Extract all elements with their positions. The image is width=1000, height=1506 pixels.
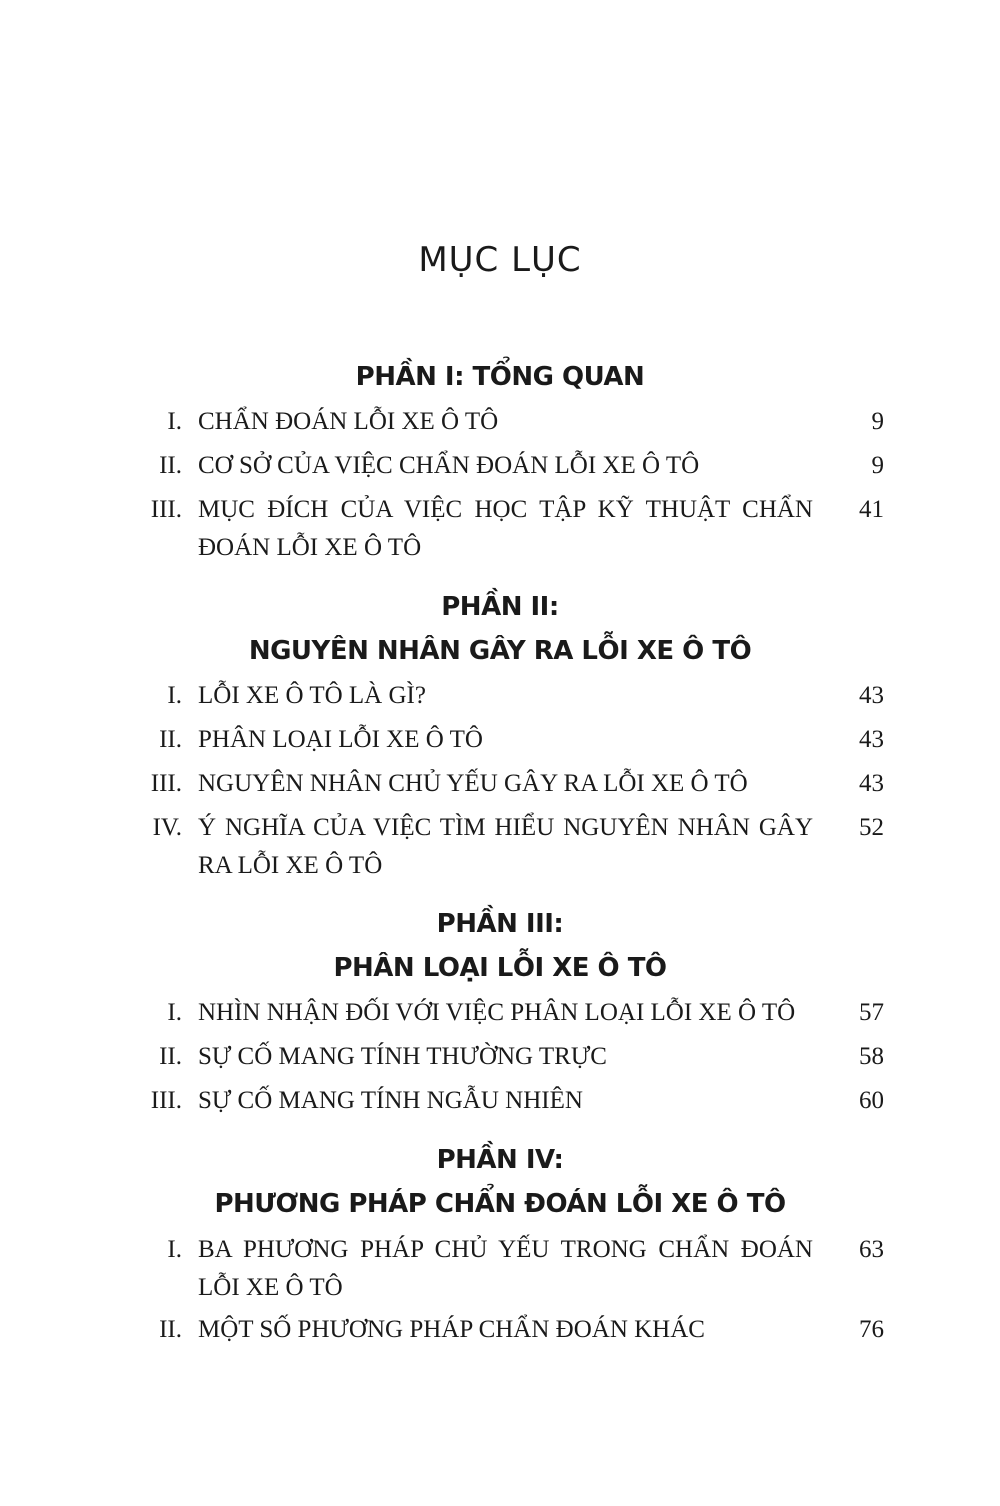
entry-title: MỘT SỐ PHƯƠNG PHÁP CHẨN ĐOÁN KHÁC bbox=[198, 1316, 705, 1343]
entry-title: MỤC ĐÍCH CỦA VIỆC HỌC TẬP KỸ THUẬT CHẨN ĐOÁN LỖI XE Ô TÔ bbox=[198, 496, 813, 561]
entry-number: II. bbox=[159, 452, 182, 479]
entry-title: NHÌN NHẬN ĐỐI VỚI VIỆC PHÂN LOẠI LỖI XE Ô TÔ bbox=[198, 999, 796, 1026]
entry-title: SỰ CỐ MANG TÍNH NGẪU NHIÊN bbox=[198, 1087, 583, 1114]
part-2-subtitle: NGUYÊN NHÂN GÂY RA LỖI XE Ô TÔ bbox=[248, 636, 752, 666]
entry-number: III. bbox=[150, 770, 182, 797]
entry-title: SỰ CỐ MANG TÍNH THƯỜNG TRỰC bbox=[198, 1043, 607, 1070]
page-title: MỤC LỤC bbox=[418, 240, 582, 280]
entry-page-number: 52 bbox=[859, 814, 884, 841]
entry-number: III. bbox=[150, 1087, 182, 1114]
entry-number: II. bbox=[159, 1316, 182, 1343]
part-2-heading: PHẦN II: bbox=[441, 592, 559, 622]
entry-page-number: 63 bbox=[859, 1236, 884, 1263]
entry-page-number: 58 bbox=[859, 1043, 884, 1070]
entry-number: I. bbox=[167, 682, 182, 709]
entry-page-number: 43 bbox=[859, 682, 884, 709]
part-3-subtitle: PHÂN LOẠI LỖI XE Ô TÔ bbox=[333, 953, 667, 983]
entry-page-number: 43 bbox=[859, 726, 884, 753]
entry-page-number: 57 bbox=[859, 999, 884, 1026]
entry-page-number: 43 bbox=[859, 770, 884, 797]
entry-title: PHÂN LOẠI LỖI XE Ô TÔ bbox=[198, 726, 483, 753]
entry-number: II. bbox=[159, 1043, 182, 1070]
entry-page-number: 9 bbox=[871, 452, 884, 479]
entry-number: II. bbox=[159, 726, 182, 753]
part-4-subtitle: PHƯƠNG PHÁP CHẨN ĐOÁN LỖI XE Ô TÔ bbox=[214, 1189, 786, 1219]
entry-title: CHẨN ĐOÁN LỖI XE Ô TÔ bbox=[198, 408, 499, 435]
part-4-heading: PHẦN IV: bbox=[436, 1145, 564, 1175]
entry-title: NGUYÊN NHÂN CHỦ YẾU GÂY RA LỖI XE Ô TÔ bbox=[198, 770, 748, 797]
part-1-heading: PHẦN I: TỔNG QUAN bbox=[355, 362, 645, 392]
entry-number: IV. bbox=[152, 814, 182, 841]
entry-page-number: 9 bbox=[871, 408, 884, 435]
entry-title: Ý NGHĨA CỦA VIỆC TÌM HIỂU NGUYÊN NHÂN GÂY RA LỖI XE Ô TÔ bbox=[198, 814, 813, 879]
entry-number: III. bbox=[150, 496, 182, 523]
entry-number: I. bbox=[167, 408, 182, 435]
entry-title: CƠ SỞ CỦA VIỆC CHẨN ĐOÁN LỖI XE Ô TÔ bbox=[198, 452, 700, 479]
part-3-heading: PHẦN III: bbox=[436, 909, 564, 939]
entry-page-number: 41 bbox=[859, 496, 884, 523]
entry-number: I. bbox=[167, 999, 182, 1026]
entry-title: BA PHƯƠNG PHÁP CHỦ YẾU TRONG CHẨN ĐOÁN LỖI XE Ô TÔ bbox=[198, 1236, 813, 1301]
entry-number: I. bbox=[167, 1236, 182, 1263]
entry-page-number: 60 bbox=[859, 1087, 884, 1114]
entry-title: LỖI XE Ô TÔ LÀ GÌ? bbox=[198, 682, 426, 709]
entry-page-number: 76 bbox=[859, 1316, 884, 1343]
